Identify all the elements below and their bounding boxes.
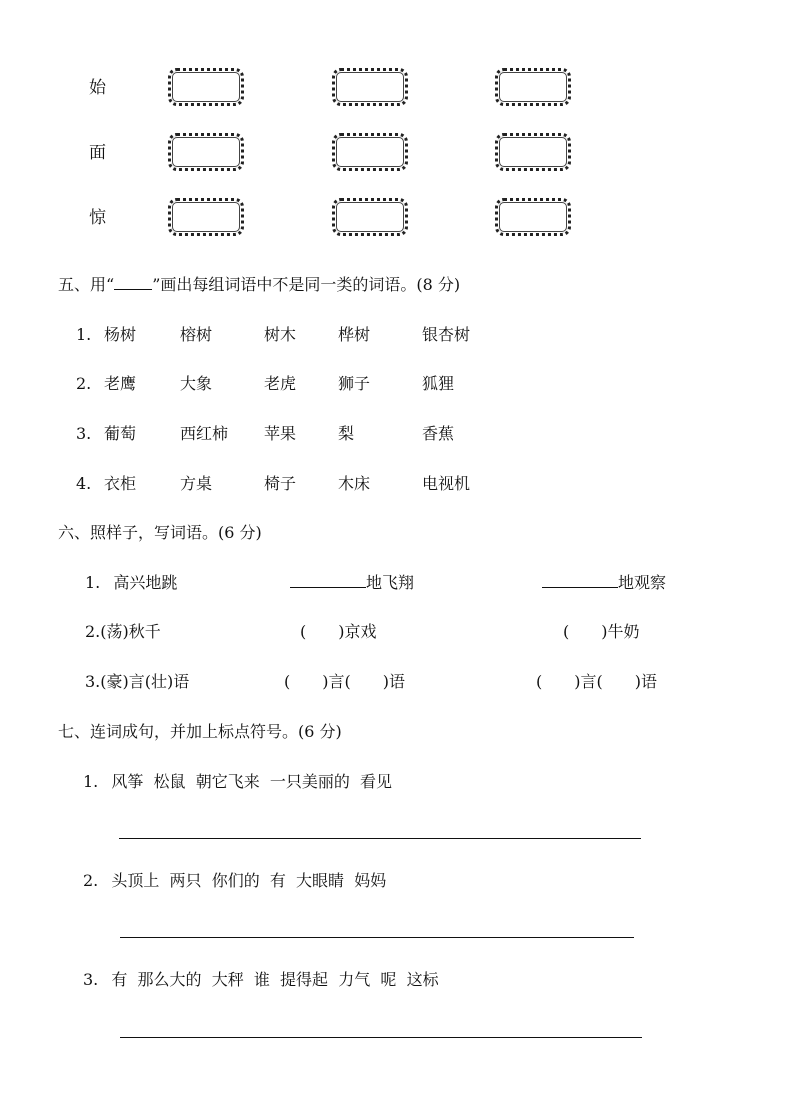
- answer-box[interactable]: [332, 133, 408, 171]
- word[interactable]: 老鹰: [104, 374, 137, 393]
- item-number: 2.: [85, 622, 101, 641]
- fill-text: 地飞翔: [366, 573, 415, 592]
- word[interactable]: 木床: [338, 474, 371, 493]
- answer-line[interactable]: [119, 838, 641, 839]
- example-text: (豪)言(壮)语: [100, 672, 190, 691]
- example-row: [85, 672, 189, 692]
- list-item: [76, 424, 455, 444]
- sentence-item: [83, 772, 392, 792]
- word[interactable]: 树木: [264, 325, 297, 344]
- word[interactable]: 杨树: [104, 325, 137, 344]
- answer-blank[interactable]: [290, 573, 366, 588]
- title-suffix: ”画出每组词语中不是同一类的词语。(8 分): [152, 275, 461, 294]
- item-number: 2.: [76, 374, 92, 393]
- item-number: 1.: [76, 325, 92, 344]
- word[interactable]: 梨: [338, 424, 355, 443]
- fill-item[interactable]: ( )言( )语: [284, 672, 405, 691]
- answer-box[interactable]: [495, 133, 571, 171]
- title-prefix: 五、用“: [58, 275, 115, 294]
- word[interactable]: 银杏树: [422, 325, 471, 344]
- answer-box[interactable]: [495, 198, 571, 236]
- answer-line[interactable]: [120, 937, 634, 938]
- char-label: 面: [89, 143, 106, 163]
- fill-item[interactable]: ( )牛奶: [563, 622, 640, 641]
- section-title: 七、连词成句，并加上标点符号。(6 分): [58, 722, 342, 741]
- sentence-item: [83, 871, 386, 891]
- list-item: [76, 474, 471, 494]
- scrambled-words: 头顶上 两只 你们的 有 大眼睛 妈妈: [111, 871, 387, 890]
- word[interactable]: 狐狸: [422, 374, 455, 393]
- answer-box[interactable]: [168, 198, 244, 236]
- item-number: 4.: [76, 474, 92, 493]
- item-number: 3.: [83, 970, 99, 989]
- word[interactable]: 桦树: [338, 325, 371, 344]
- word[interactable]: 西红柿: [180, 424, 229, 443]
- word[interactable]: 苹果: [264, 424, 297, 443]
- word[interactable]: 椅子: [264, 474, 297, 493]
- word[interactable]: 榕树: [180, 325, 213, 344]
- scrambled-words: 风筝 松鼠 朝它飞来 一只美丽的 看见: [111, 772, 393, 791]
- word[interactable]: 方桌: [180, 474, 213, 493]
- item-number: 1.: [83, 772, 99, 791]
- item-number: 3.: [76, 424, 92, 443]
- answer-box[interactable]: [168, 68, 244, 106]
- item-number: 2.: [83, 871, 99, 890]
- example-text: (荡)秋千: [100, 622, 161, 641]
- section-title: 六、照样子，写词语。(6 分): [58, 523, 262, 542]
- fill-text: 地观察: [618, 573, 667, 592]
- word[interactable]: 香蕉: [422, 424, 455, 443]
- word[interactable]: 大象: [180, 374, 213, 393]
- fill-item[interactable]: ( )言( )语: [536, 672, 657, 691]
- item-number: 1.: [85, 573, 101, 592]
- word[interactable]: 老虎: [264, 374, 297, 393]
- char-label: 惊: [89, 208, 106, 228]
- fill-item[interactable]: ( )京戏: [300, 622, 377, 641]
- answer-box[interactable]: [332, 68, 408, 106]
- example-row: [85, 573, 177, 593]
- word[interactable]: 葡萄: [104, 424, 137, 443]
- answer-box[interactable]: [168, 133, 244, 171]
- answer-box[interactable]: [332, 198, 408, 236]
- char-label: 始: [89, 78, 106, 98]
- fill-item: [290, 573, 414, 593]
- answer-box[interactable]: [495, 68, 571, 106]
- scrambled-words: 有 那么大的 大秤 谁 提得起 力气 呢 这标: [111, 970, 439, 989]
- example-row: [85, 622, 161, 642]
- fill-item: [542, 573, 666, 593]
- list-item: [76, 374, 455, 394]
- item-number: 3.: [85, 672, 101, 691]
- underline-sample: [114, 275, 152, 290]
- word[interactable]: 电视机: [422, 474, 471, 493]
- example-text: 高兴地跳: [113, 573, 178, 592]
- section-title: [58, 275, 460, 295]
- word[interactable]: 狮子: [338, 374, 371, 393]
- answer-blank[interactable]: [542, 573, 618, 588]
- sentence-item: [83, 970, 439, 990]
- answer-line[interactable]: [120, 1037, 642, 1038]
- list-item: [76, 325, 471, 345]
- word[interactable]: 衣柜: [104, 474, 137, 493]
